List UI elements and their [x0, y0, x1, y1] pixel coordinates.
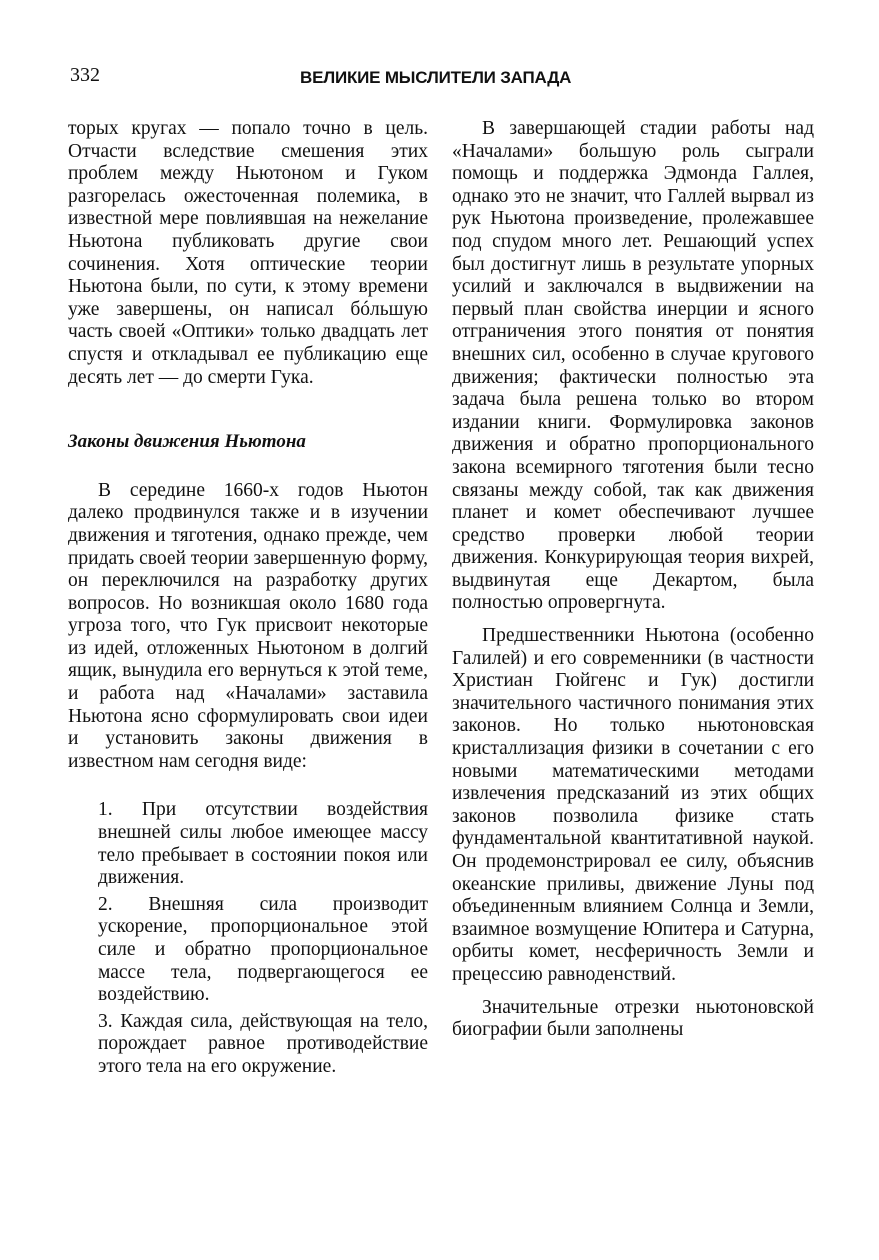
paragraph-predecessors: Предшественники Ньютона (особенно Галилей) и его современники (в частности Христиан Гюйгенс и Гук) достигли значительного частичного понимания этих законов. Но только ньютоновская кристаллизация физики в сочетании с его новыми математическими методами извлечения предсказаний из этих общих законов позволила физике стать фундаментальной квантитативной наукой. Он продемонстрировал ее силу, объяснив океанские приливы, движение Луны под объединенным влиянием Солнца и Земли, взаимное возмущение Юпитера и Сатурна, орбиты комет, несферичность Земли и прецессию равноденствий.: [452, 625, 814, 985]
continuation-paragraph: торых кругах — попало точно в цель. Отчасти вследствие смешения этих проблем между Ньютоном и Гуком разгорелась ожесточенная полемика, в известной мере повлиявшая на нежелание Ньютона публиковать другие свои сочинения. Хотя оптические теории Ньютона были, по сути, к этому времени уже завершены, он написал бóльшую часть своей «Оптики» только двадцать лет спустя и откладывал ее публикацию еще десять лет — до смерти Гука.: [68, 118, 428, 388]
paragraph-biography: Значительные отрезки ньютоновской биографии были заполнены: [452, 996, 814, 1041]
page-number: 332: [70, 64, 100, 86]
running-title: ВЕЛИКИЕ МЫСЛИТЕЛИ ЗАПАДА: [300, 68, 572, 87]
law-item-2: 2. Внешняя сила производит ускорение, пропорциональное этой силе и обратно пропорциональное массе тела, подвергающегося ее воздействию.: [98, 893, 428, 1006]
paragraph-halley: В завершающей стадии работы над «Началами» большую роль сыграли помощь и поддержка Эдмонда Галлея, однако это не значит, что Галлей вырвал из рук Ньютона произведение, пролежавшее под спудом много лет. Решающий успех был достигнут лишь в результате упорных усилий и заключался в выдвижении на первый план свойства инерции и ясного отграничения этого понятия от понятия внешних сил, особенно в случае кругового движения; фактически полностью эта задача была решена только во втором издании книги. Формулировка законов движения и обратно пропорционального закона всемирного тяготения были тесно связаны между собой, так как движения планет и комет обеспечивают лучшее средство проверки любой теории движения. Конкурирующая теория вихрей, выдвинутая еще Декартом, была полностью опровергнута.: [452, 118, 814, 614]
section-heading: Законы движения Ньютона: [68, 431, 306, 453]
law-item-3: 3. Каждая сила, действующая на тело, порождает равное противодействие этого тела на его окружение.: [98, 1010, 428, 1077]
left-column: [68, 118, 428, 1083]
intro-paragraph: В середине 1660-х годов Ньютон далеко продвинулся также и в изучении движения и тяготения, однако прежде, чем придать своей теории завершенную форму, он переключился на разработку других вопросов. Но возникшая около 1680 года угроза того, что Гук присвоит некоторые из идей, отложенных Ньютоном в долгий ящик, вынудила его вернуться к этой теме, и работа над «Началами» заставила Ньютона ясно сформулировать свои идеи и установить законы движения в известном нам сегодня виде:: [68, 479, 428, 772]
laws-list: [68, 799, 428, 1078]
law-item-1: 1. При отсутствии воздействия внешней силы любое имеющее массу тело пребывает в состоянии покоя или движения.: [98, 799, 428, 889]
right-column: [452, 118, 814, 1042]
